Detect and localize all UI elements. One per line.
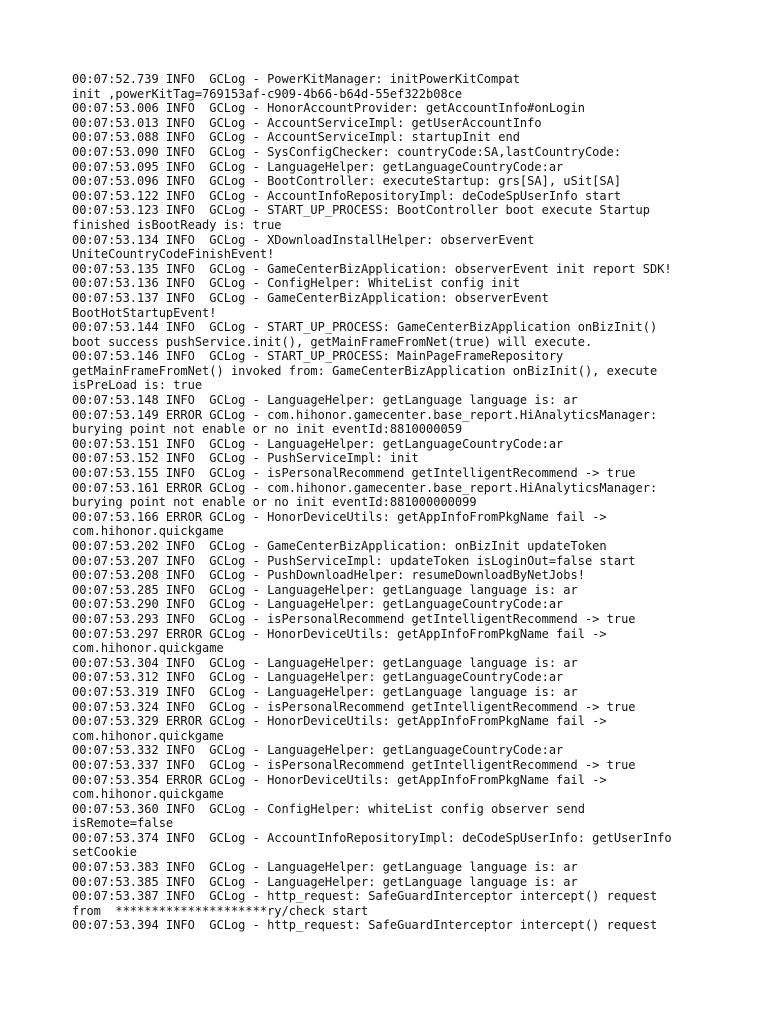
log-line: 00:07:53.148 INFO GCLog - LanguageHelper: getLanguage language is: ar [72, 393, 578, 408]
log-line: 00:07:53.290 INFO GCLog - LanguageHelper: getLanguageCountryCode:ar [72, 597, 564, 612]
log-line: burying point not enable or no init eventId:881000000099 [72, 495, 477, 510]
log-line: finished isBootReady is: true [72, 217, 282, 232]
log-line: com.hihonor.quickgame [72, 728, 224, 743]
log-line: com.hihonor.quickgame [72, 641, 224, 656]
log-line: 00:07:53.146 INFO GCLog - START_UP_PROCESS: MainPageFrameRepository [72, 349, 564, 364]
log-line: 00:07:53.166 ERROR GCLog - HonorDeviceUtils: getAppInfoFromPkgName fail -> [72, 509, 607, 524]
log-line: 00:07:53.144 INFO GCLog - START_UP_PROCESS: GameCenterBizApplication onBizInit() [72, 320, 658, 335]
log-line: 00:07:53.312 INFO GCLog - LanguageHelper: getLanguageCountryCode:ar [72, 670, 564, 685]
log-line: getMainFrameFromNet() invoked from: GameCenterBizApplication onBizInit(), execute [72, 363, 658, 378]
log-line: 00:07:53.374 INFO GCLog - AccountInfoRepositoryImpl: deCodeSpUserInfo: getUserInfo [72, 830, 672, 845]
log-line: 00:07:53.383 INFO GCLog - LanguageHelper: getLanguage language is: ar [72, 860, 578, 875]
log-line: init ,powerKitTag=769153af-c909-4b66-b64d-55ef322b08ce [72, 86, 463, 101]
log-line: 00:07:53.207 INFO GCLog - PushServiceImpl: updateToken isLoginOut=false start [72, 553, 636, 568]
log-line: 00:07:53.285 INFO GCLog - LanguageHelper: getLanguage language is: ar [72, 582, 578, 597]
log-line: 00:07:53.319 INFO GCLog - LanguageHelper: getLanguage language is: ar [72, 684, 578, 699]
log-line: 00:07:53.394 INFO GCLog - http_request: SafeGuardInterceptor intercept() request [72, 918, 658, 933]
log-line: from *********************ry/check start [72, 903, 369, 918]
log-line: 00:07:53.013 INFO GCLog - AccountServiceImpl: getUserAccountInfo [72, 115, 542, 130]
log-line: com.hihonor.quickgame [72, 524, 224, 539]
log-line: 00:07:53.208 INFO GCLog - PushDownloadHelper: resumeDownloadByNetJobs! [72, 568, 585, 583]
log-line: BootHotStartupEvent! [72, 305, 217, 320]
log-line: UniteCountryCodeFinishEvent! [72, 247, 275, 262]
log-line: 00:07:53.354 ERROR GCLog - HonorDeviceUtils: getAppInfoFromPkgName fail -> [72, 772, 607, 787]
log-line: 00:07:53.155 INFO GCLog - isPersonalRecommend getIntelligentRecommend -> true [72, 466, 636, 481]
log-text-block [72, 72, 712, 933]
log-line: 00:07:53.161 ERROR GCLog - com.hihonor.gamecenter.base_report.HiAnalyticsManager: [72, 480, 658, 495]
log-line: 00:07:53.304 INFO GCLog - LanguageHelper: getLanguage language is: ar [72, 655, 578, 670]
log-line: 00:07:53.202 INFO GCLog - GameCenterBizApplication: onBizInit updateToken [72, 539, 607, 553]
log-line: boot success pushService.init(), getMainFrameFromNet(true) will execute. [72, 334, 593, 349]
log-line: 00:07:53.123 INFO GCLog - START_UP_PROCESS: BootController boot execute Startup [72, 203, 650, 218]
log-line: 00:07:53.136 INFO GCLog - ConfigHelper: WhiteList config init [72, 276, 520, 291]
log-line: 00:07:53.387 INFO GCLog - http_request: SafeGuardInterceptor intercept() request [72, 889, 658, 904]
log-line: 00:07:53.337 INFO GCLog - isPersonalRecommend getIntelligentRecommend -> true [72, 757, 636, 772]
log-line: 00:07:53.137 INFO GCLog - GameCenterBizApplication: observerEvent [72, 290, 549, 305]
log-line: 00:07:53.134 INFO GCLog - XDownloadInstallHelper: observerEvent [72, 232, 535, 247]
log-line: setCookie [72, 845, 138, 860]
log-line: isRemote=false [72, 816, 174, 831]
log-line: 00:07:53.293 INFO GCLog - isPersonalRecommend getIntelligentRecommend -> true [72, 611, 636, 626]
log-line: 00:07:53.090 INFO GCLog - SysConfigChecker: countryCode:SA,lastCountryCode: [72, 144, 622, 159]
log-line: 00:07:53.149 ERROR GCLog - com.hihonor.gamecenter.base_report.HiAnalyticsManager: [72, 407, 658, 422]
log-line: isPreLoad is: true [72, 378, 203, 393]
log-line: 00:07:53.006 INFO GCLog - HonorAccountProvider: getAccountInfo#onLogin [72, 101, 585, 116]
log-line: 00:07:52.739 INFO GCLog - PowerKitManager: initPowerKitCompat [72, 72, 520, 86]
log-line: 00:07:53.385 INFO GCLog - LanguageHelper: getLanguage language is: ar [72, 874, 578, 889]
log-line: 00:07:53.095 INFO GCLog - LanguageHelper: getLanguageCountryCode:ar [72, 159, 564, 174]
log-line: 00:07:53.122 INFO GCLog - AccountInfoRepositoryImpl: deCodeSpUserInfo start [72, 188, 622, 203]
log-line: 00:07:53.152 INFO GCLog - PushServiceImpl: init [72, 451, 419, 466]
log-line: com.hihonor.quickgame [72, 787, 224, 802]
log-line: 00:07:53.324 INFO GCLog - isPersonalRecommend getIntelligentRecommend -> true [72, 699, 636, 714]
log-line: 00:07:53.329 ERROR GCLog - HonorDeviceUtils: getAppInfoFromPkgName fail -> [72, 714, 607, 729]
log-line: 00:07:53.135 INFO GCLog - GameCenterBizApplication: observerEvent init report SDK! [72, 261, 672, 276]
log-line: burying point not enable or no init eventId:8810000059 [72, 422, 463, 437]
log-line: 00:07:53.360 INFO GCLog - ConfigHelper: whiteList config observer send [72, 801, 585, 816]
log-line: 00:07:53.332 INFO GCLog - LanguageHelper: getLanguageCountryCode:ar [72, 743, 564, 758]
log-line: 00:07:53.151 INFO GCLog - LanguageHelper: getLanguageCountryCode:ar [72, 436, 564, 451]
log-line: 00:07:53.088 INFO GCLog - AccountServiceImpl: startupInit end [72, 130, 520, 145]
log-line: 00:07:53.096 INFO GCLog - BootController: executeStartup: grs[SA], uSit[SA] [72, 174, 622, 189]
log-line: 00:07:53.297 ERROR GCLog - HonorDeviceUtils: getAppInfoFromPkgName fail -> [72, 626, 607, 641]
